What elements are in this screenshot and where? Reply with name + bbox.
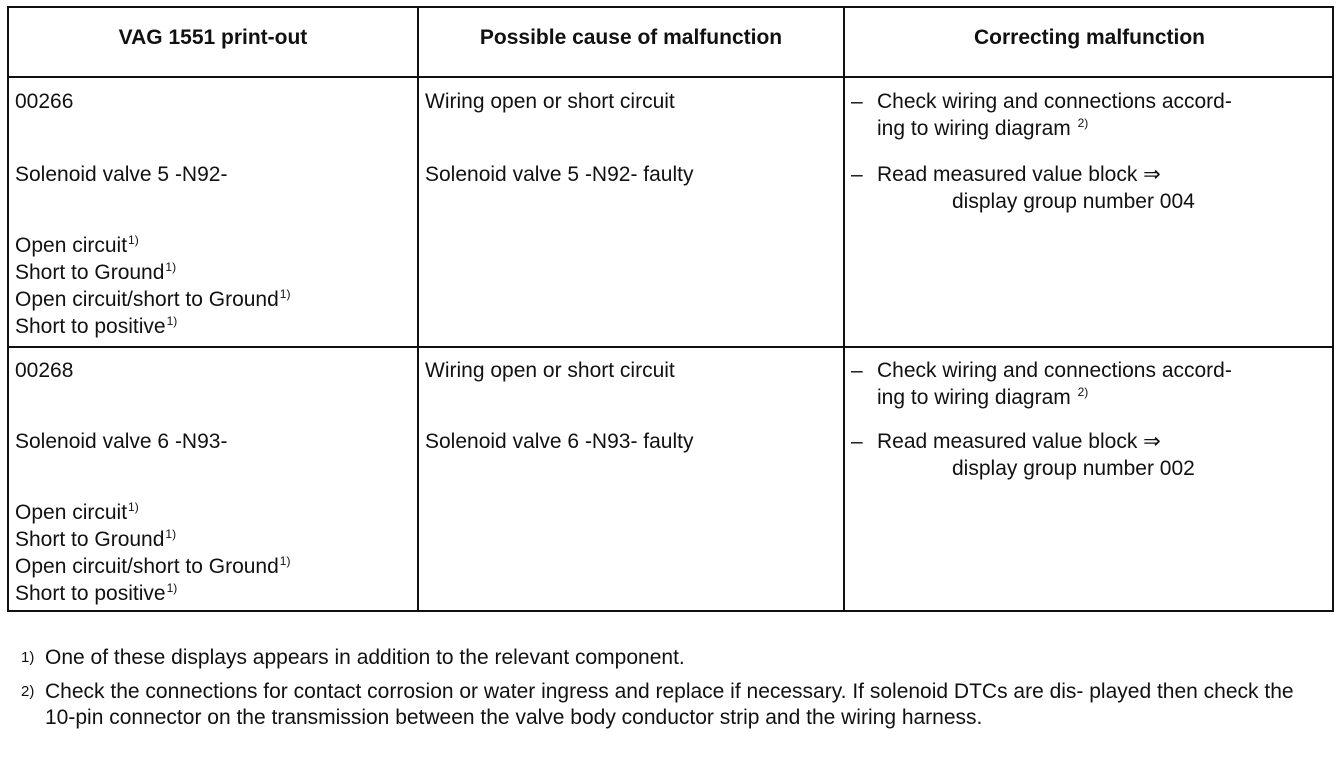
fault-code: 00268: [15, 359, 74, 382]
cause-valve: Solenoid valve 6 -N93- faulty: [425, 430, 694, 453]
cause-wiring: Wiring open or short circuit: [425, 359, 675, 382]
cause-wiring: Wiring open or short circuit: [425, 90, 675, 113]
footnote-1: 1) One of these displays appears in addition to the relevant component.: [21, 646, 685, 669]
footnotes: [21, 645, 1321, 739]
fix-check-wiring: – Check wiring and connections accord- ing to wiring diagram $^{2)}$: [851, 90, 1232, 140]
fault-list: [15, 499, 290, 607]
fault-list: [15, 232, 290, 340]
header-printout: VAG 1551 print-out: [118, 26, 308, 49]
fix-read-value-block: – Read measured value block ⇒ display group number 004: [851, 163, 1195, 213]
cause-valve: Solenoid valve 5 -N92- faulty: [425, 163, 694, 186]
fault-item: Open circuit/short to Ground$^{1)}$: [15, 554, 291, 578]
fault-item: Short to positive$^{1)}$: [15, 581, 178, 605]
fault-item: Open circuit/short to Ground$^{1)}$: [15, 287, 291, 311]
fault-code: 00266: [15, 90, 74, 113]
fault-item: Short to Ground$^{1)}$: [15, 260, 177, 284]
fault-item: Open circuit$^{1)}$: [15, 500, 139, 524]
header-divider: [9, 76, 1332, 78]
column-divider: [417, 8, 419, 610]
fault-item: Short to positive$^{1)}$: [15, 314, 178, 338]
fix-read-value-block: – Read measured value block ⇒ display group number 002: [851, 430, 1195, 480]
component-name: Solenoid valve 5 -N92-: [15, 163, 228, 186]
component-name: Solenoid valve 6 -N93-: [15, 430, 228, 453]
column-divider: [843, 8, 845, 610]
footnote-2: 2) Check the connections for contact corrosion or water ingress and replace if necessary. If solenoid DTCs are dis- played then check the 10-pin connector on the transmission between the valve body conductor strip and the wiring harness.: [21, 680, 1294, 729]
header-cause: Possible cause of malfunction: [479, 26, 783, 49]
fault-item: Short to Ground$^{1)}$: [15, 527, 177, 551]
header-correction: Correcting malfunction: [973, 26, 1205, 49]
fault-item: Open circuit$^{1)}$: [15, 233, 139, 257]
row-divider: [9, 346, 1332, 348]
fix-check-wiring: – Check wiring and connections accord- ing to wiring diagram $^{2)}$: [851, 359, 1232, 409]
malfunction-table: [7, 6, 1334, 612]
